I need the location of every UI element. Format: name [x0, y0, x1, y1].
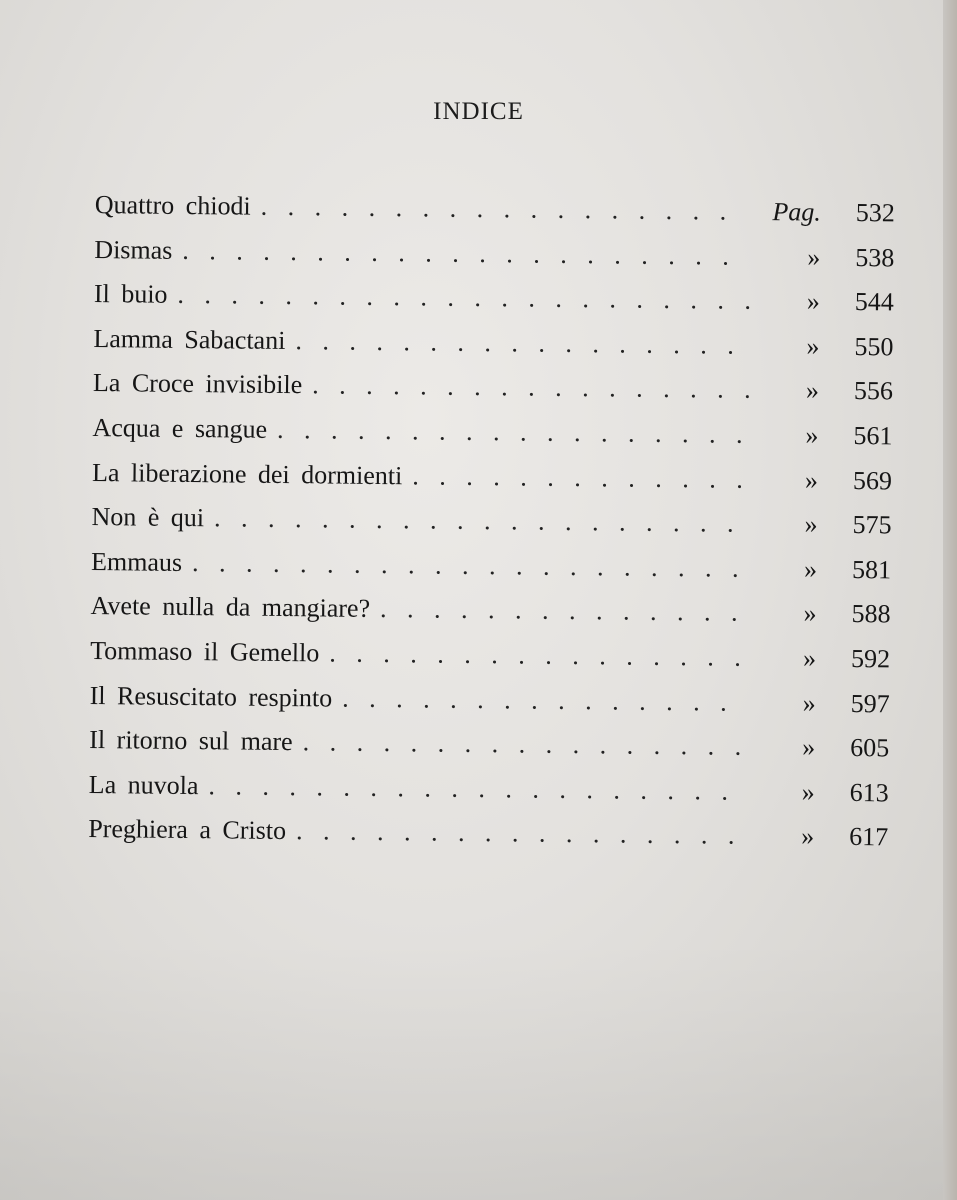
toc-title: Il buio [93, 279, 168, 309]
toc-page-number: 550 [854, 331, 894, 362]
toc-title: Acqua e sangue [92, 412, 268, 444]
toc-page-label: Pag. [772, 197, 821, 227]
toc-page-number: 613 [849, 777, 889, 808]
toc-page-number: 617 [849, 822, 889, 852]
page-title: INDICE [433, 98, 524, 125]
toc-page-number: 561 [853, 420, 893, 451]
ditto-mark: » [803, 598, 817, 628]
page-edge [943, 0, 957, 1200]
dot-leader [182, 548, 747, 584]
toc-page-number: 569 [852, 465, 893, 495]
dot-leader [302, 371, 749, 406]
dot-leader [172, 235, 750, 271]
ditto-mark: » [802, 643, 817, 673]
dot-leader [319, 638, 746, 672]
ditto-mark: » [805, 420, 819, 450]
ditto-mark: » [802, 732, 816, 762]
table-of-contents [88, 190, 895, 867]
ditto-mark: » [805, 375, 820, 405]
dot-leader [167, 280, 750, 316]
toc-title: La Croce invisibile [92, 368, 303, 400]
toc-page-number: 532 [855, 197, 895, 228]
toc-page-number: 588 [851, 599, 891, 629]
dot-leader [251, 192, 741, 227]
dot-leader [402, 461, 748, 495]
ditto-mark: » [803, 554, 818, 584]
toc-page-number: 605 [850, 733, 890, 763]
toc-title: Quattro chiodi [94, 190, 251, 221]
page-shadow [0, 940, 945, 1200]
toc-title: Avete nulla da mangiare? [90, 591, 371, 624]
toc-title: Tommaso il Gemello [90, 635, 320, 668]
toc-page-number: 556 [853, 376, 894, 406]
toc-page-number: 575 [852, 510, 892, 540]
ditto-mark: » [807, 242, 821, 272]
dot-leader [370, 594, 747, 628]
toc-title: Dismas [94, 234, 173, 265]
dot-leader [198, 771, 745, 807]
dot-leader [286, 816, 745, 851]
dot-leader [285, 326, 749, 361]
toc-title: Emmaus [90, 546, 183, 577]
toc-page-number: 581 [851, 554, 892, 585]
ditto-mark: » [806, 286, 821, 316]
dot-leader [332, 683, 746, 717]
toc-title: Il Resuscitato respinto [89, 680, 333, 713]
dot-leader [293, 727, 746, 762]
toc-title: Lamma Sabactani [93, 323, 286, 355]
dot-leader [267, 415, 749, 450]
ditto-mark: » [801, 821, 815, 851]
toc-page-number: 544 [854, 287, 895, 317]
ditto-mark: » [806, 331, 820, 361]
toc-page-number: 592 [850, 643, 891, 674]
toc-row [88, 814, 888, 867]
ditto-mark: » [801, 777, 815, 807]
toc-title: La liberazione dei dormienti [91, 457, 403, 490]
toc-title: Il ritorno sul mare [89, 725, 293, 757]
ditto-mark: » [804, 465, 819, 495]
toc-page-number: 538 [855, 242, 895, 272]
toc-page-number: 597 [850, 688, 890, 718]
toc-title: Preghiera a Cristo [88, 814, 287, 846]
dot-leader [204, 503, 748, 539]
toc-title: La nuvola [88, 769, 199, 800]
toc-title: Non è qui [91, 502, 205, 533]
ditto-mark: » [802, 687, 816, 718]
ditto-mark: » [804, 509, 818, 539]
